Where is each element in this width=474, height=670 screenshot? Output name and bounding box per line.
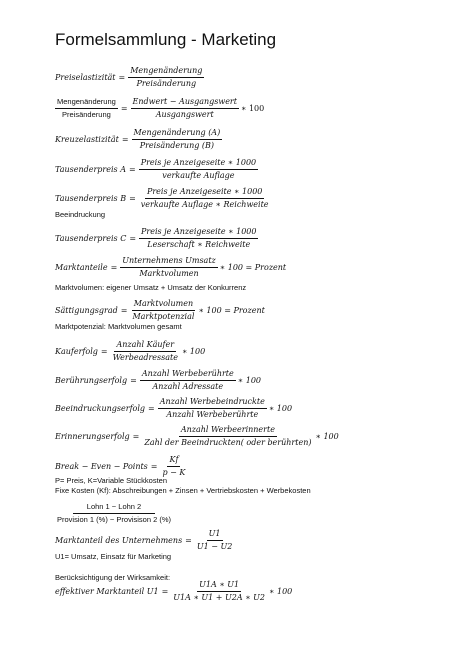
equals-sign: = [161, 587, 169, 596]
numerator: Marktvolumen [132, 299, 195, 311]
formula-lhs: Tausenderpreis A [55, 165, 126, 174]
denominator: Anzahl Adressate [152, 382, 224, 391]
numerator: Mengenänderung (A) [132, 128, 223, 140]
denominator: U1A ∗ U1 + U2A ∗ U2 [173, 593, 266, 602]
formula-lhs: Berührungserfolg [55, 376, 128, 385]
equals-sign: = [110, 263, 118, 272]
numerator: Preis je Anzeigeseite ∗ 1000 [145, 187, 264, 199]
note-preis-stueckkosten: P= Preis, K=Variable Stückkosten [55, 476, 168, 485]
fraction [111, 340, 180, 363]
equals-sign: = [130, 376, 137, 385]
formula-lhs: Preiselastizität [55, 73, 116, 82]
formula-tausenderpreis-b [55, 187, 271, 210]
numerator: U1A ∗ U1 [197, 580, 241, 592]
equals-sign: = [100, 347, 108, 356]
equals-sign: = [118, 73, 126, 82]
equals-sign: = [185, 536, 192, 545]
formula-tail: ∗ 100 = Prozent [219, 263, 287, 272]
equals-sign: = [129, 194, 136, 203]
formula-tail: ∗ 100 [240, 104, 265, 113]
fraction [171, 580, 267, 603]
formula-lhs: Sättigungsgrad [55, 306, 118, 315]
note-marktvolumen: Marktvolumen: eigener Umsatz + Umsatz der Konkurrenz [55, 283, 247, 292]
note-fixkosten: Fixe Kosten (Kf): Abschreibungen + Zinsen + Vertriebskosten + Werbekosten [55, 486, 311, 495]
denominator: Preisänderung [62, 110, 111, 119]
numerator: Mengenänderung [128, 66, 204, 78]
formula-tail: ∗ 100 [237, 376, 261, 385]
fraction [132, 128, 223, 151]
fraction [131, 97, 239, 120]
fraction [128, 66, 204, 89]
formula-tail: ∗ 100 = Prozent [198, 306, 265, 315]
formula-preiselastizitaet [55, 66, 204, 89]
formula-saettigungsgrad [55, 299, 265, 322]
denominator: Preisänderung [136, 79, 197, 88]
formula-tail: ∗ 100 [181, 347, 206, 356]
denominator: Anzahl Werbeberührte [166, 410, 259, 419]
fraction [161, 455, 188, 478]
denominator: Preisänderung (B) [139, 141, 215, 150]
numerator: Lohn 1 − Lohn 2 [73, 502, 155, 514]
denominator: Ausgangswert [155, 110, 214, 119]
numerator: Endwert − Ausgangswert [131, 97, 239, 109]
numerator: Kf [167, 455, 180, 467]
fraction-lhs [55, 97, 118, 120]
formula-beeindruckungserfolg [55, 397, 292, 420]
formula-tail: ∗ 100 [269, 587, 293, 596]
fraction [142, 425, 313, 448]
numerator: Unternehmens Umsatz [120, 256, 217, 268]
note-marktpotenzial: Marktpotenzial: Marktvolumen gesamt [55, 322, 182, 331]
fraction [120, 256, 217, 279]
formula-mengenaenderung [55, 97, 264, 120]
denominator: verkaufte Auflage [162, 171, 235, 180]
equals-sign: = [120, 306, 128, 315]
denominator: Zahl der Beeindruckten( oder berührten) [144, 438, 312, 447]
equals-sign: = [120, 104, 128, 113]
formula-lhs: Erinnerungserfolg [55, 432, 130, 441]
numerator: Anzahl Käufer [114, 340, 176, 352]
fraction [140, 369, 236, 392]
formula-kauferfolg [55, 340, 205, 363]
fraction [139, 187, 271, 210]
note-wirksamkeit: Berücksichtigung der Wirksamkeit: [55, 573, 171, 582]
equals-sign: = [132, 432, 140, 441]
equals-sign: = [129, 234, 137, 243]
formula-lhs: Kreuzelastizität [55, 135, 119, 144]
numerator: Preis je Anzeigeseite ∗ 1000 [139, 227, 258, 239]
fraction [130, 299, 196, 322]
fraction [158, 397, 267, 420]
denominator: Marktpotenzial [132, 312, 195, 321]
fraction [139, 227, 258, 250]
denominator: Werbeadressate [112, 353, 178, 362]
formula-break-even [55, 455, 187, 478]
note-u1: U1= Umsatz, Einsatz für Marketing [55, 552, 172, 561]
formula-erinnerungserfolg [55, 425, 339, 448]
formula-provision [55, 502, 173, 525]
formula-lhs: Marktanteile [55, 263, 108, 272]
fraction [195, 529, 234, 552]
page-title: Formelsammlung - Marketing [55, 30, 277, 49]
formula-lhs: Marktanteil des Unternehmens [55, 536, 183, 545]
formula-lhs: Break − Even − Points [55, 462, 148, 471]
equals-sign: = [148, 404, 155, 413]
numerator: Anzahl Werbebeindruckte [158, 397, 267, 409]
formula-beruehrungserfolg [55, 369, 261, 392]
formula-tail: ∗ 100 [268, 404, 293, 413]
formula-marktanteil-unternehmen [55, 529, 234, 552]
denominator: U1 − U2 [196, 542, 233, 551]
formula-lhs: effektiver Marktanteil U1 [55, 587, 159, 596]
note-beeindruckung: Beeindruckung [55, 210, 106, 219]
numerator: U1 [207, 529, 223, 541]
fraction [139, 158, 258, 181]
formula-tausenderpreis-a [55, 158, 258, 181]
fraction [55, 502, 173, 525]
formula-lhs: Beeindruckungserfolg [55, 404, 146, 413]
formula-tail: ∗ 100 [315, 432, 339, 441]
denominator: Leserschaft ∗ Reichweite [147, 240, 251, 249]
denominator: Marktvolumen [139, 269, 199, 278]
denominator: verkaufte Auflage ∗ Reichweite [140, 200, 269, 209]
denominator: Provision 1 (%) − Provisison 2 (%) [57, 515, 171, 524]
equals-sign: = [121, 135, 129, 144]
denominator: p − K [162, 468, 186, 477]
numerator: Anzahl Werbeberührte [140, 369, 236, 381]
formula-tausenderpreis-c [55, 227, 258, 250]
numerator: Mengenänderung [55, 97, 118, 109]
formula-lhs: Tausenderpreis B [55, 194, 127, 203]
numerator: Anzahl Werbeerinnerte [179, 425, 277, 437]
equals-sign: = [150, 462, 158, 471]
numerator: Preis je Anzeigeseite ∗ 1000 [139, 158, 258, 170]
formula-kreuzelastizitaet [55, 128, 222, 151]
formula-lhs: Kauferfolg [55, 347, 98, 356]
formula-lhs: Tausenderpreis C [55, 234, 127, 243]
formula-marktanteile [55, 256, 286, 279]
formula-effektiver-marktanteil [55, 580, 292, 603]
equals-sign: = [128, 165, 136, 174]
